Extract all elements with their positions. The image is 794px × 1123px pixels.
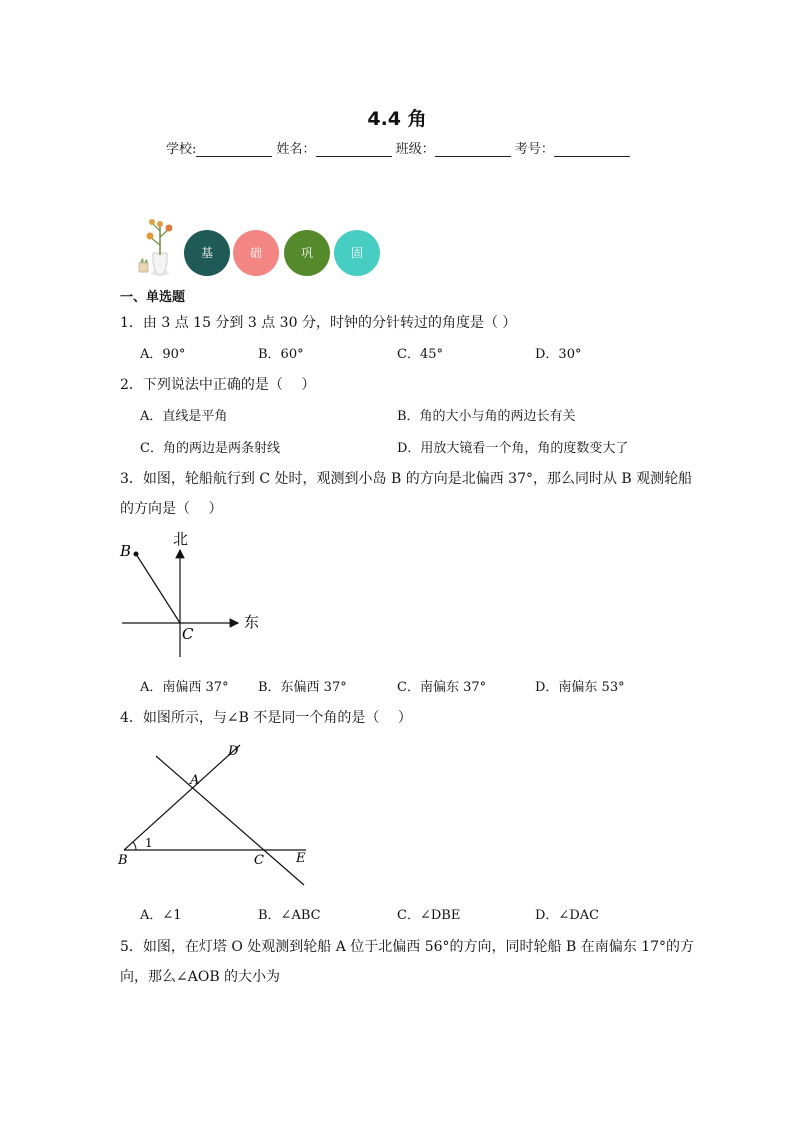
q3-option-c[interactable]: C．南偏东 37° [397,680,487,695]
question-5-line1: 5．如图，在灯塔 O 处观测到轮船 A 位于北偏西 56°的方向，同时轮船 B 在南偏东 17°的方 [120,939,695,955]
q4-option-b[interactable]: B．∠ABC [258,908,321,923]
badge-2: 础 [233,230,279,276]
badge-1: 基 [184,230,230,276]
name-blank[interactable] [316,142,392,157]
q4-option-d[interactable]: D．∠DAC [535,908,600,923]
point-b-dot [134,552,139,557]
q4-option-a[interactable]: A．∠1 [140,908,182,923]
school-label: 学校: [166,142,197,157]
question-4-stem: 4．如图所示，与∠B 不是同一个角的是（ ） [120,710,412,726]
class-blank[interactable] [435,142,511,157]
q3-option-a[interactable]: A．南偏西 37° [140,680,229,695]
question-3-stem-line2: 的方向是（ ） [120,501,223,517]
question-2-stem: 2．下列说法中正确的是（ ） [120,377,316,393]
q1-option-b[interactable]: B．60° [258,347,304,362]
ray-cb [136,554,180,623]
page-title: 4.4 角 [367,108,427,130]
point-e-label: E [296,851,306,866]
point-b-label: B [120,542,132,560]
q2-option-a[interactable]: A．直线是平角 [140,409,228,424]
point-b-label: B [118,853,128,868]
angle-figure [114,740,314,890]
q3-option-d[interactable]: D．南偏东 53° [535,680,625,695]
point-c-label: C [254,853,264,868]
number-label: 考号： [514,142,554,157]
number-blank[interactable] [554,142,630,157]
badge-4: 固 [334,230,380,276]
name-label: 姓名： [276,142,316,157]
line-bd [124,745,240,850]
compass-direction-figure [116,527,266,662]
q3-option-b[interactable]: B．东偏西 37° [258,680,347,695]
q2-option-c[interactable]: C．角的两边是两条射线 [140,441,280,456]
angle-1-arc [133,842,136,850]
point-a-label: A [190,773,200,788]
question-5-line2: 向，那么∠AOB 的大小为 [120,969,281,985]
q2-option-b[interactable]: B．角的大小与角的两边长有关 [397,409,576,424]
q1-option-d[interactable]: D．30° [535,347,582,362]
point-d-label: D [228,744,239,759]
line-ac [156,756,304,885]
q2-option-d[interactable]: D．用放大镜看一个角，角的度数变大了 [397,441,629,456]
q4-option-c[interactable]: C．∠DBE [397,908,461,923]
badge-3: 巩 [284,230,330,276]
section-title: 一、单选题 [120,290,186,305]
east-label: 东 [244,613,260,631]
question-3-stem-line1: 3．如图，轮船航行到 C 处时，观测到小岛 B 的方向是北偏西 37°，那么同时从 B 观测轮船 [120,471,693,487]
point-c-label: C [182,625,194,643]
q1-option-c[interactable]: C．45° [397,347,443,362]
plant-vase-icon [136,215,176,277]
q1-option-a[interactable]: A．90° [140,347,186,362]
angle-1-label: 1 [145,836,153,850]
question-1-stem: 1．由 3 点 15 分到 3 点 30 分，时钟的分针转过的角度是（ ） [120,315,517,331]
north-label: 北 [173,530,189,548]
student-info-line [166,138,630,157]
class-label: 班级： [395,142,435,157]
school-blank[interactable] [196,142,272,157]
